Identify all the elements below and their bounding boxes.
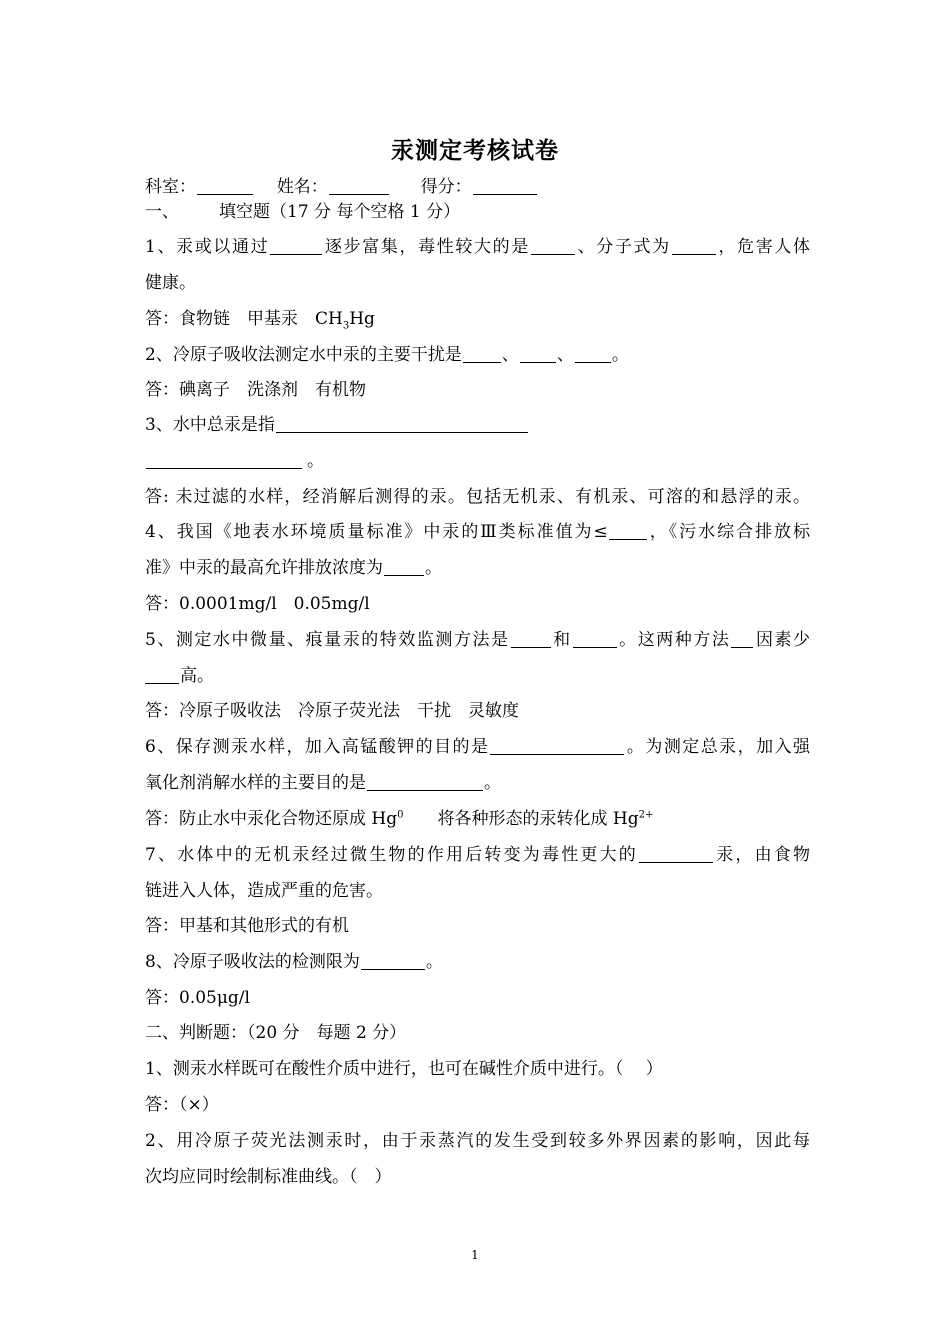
question-4-line-2: 准》中汞的最高允许排放浓度为 。 [145, 558, 442, 578]
answer-7: 答：甲基和其他形式的有机 [145, 916, 349, 936]
answer-5: 答：冷原子吸收法 冷原子荧光法 干扰 灵敏度 [145, 701, 519, 721]
score-blank[interactable] [473, 177, 537, 195]
question-1-line-1: 1、汞或以通过 逐步富集，毒性较大的是 、分子式为 ，危害人体 [145, 237, 811, 257]
blank[interactable] [384, 558, 424, 576]
blank[interactable] [367, 773, 483, 791]
judge-question-2-line-1: 2、用冷原子荧光法测汞时，由于汞蒸汽的发生受到较多外界因素的影响，因此每 [145, 1131, 810, 1151]
blank[interactable] [672, 237, 716, 255]
question-6-line-1: 6、保存测汞水样，加入高锰酸钾的目的是 。为测定总汞，加入强 [145, 737, 810, 757]
blank[interactable] [511, 630, 551, 648]
blank[interactable] [490, 737, 624, 755]
section1-number: 一、 [145, 202, 179, 222]
question-3-line-1: 3、水中总汞是指 [145, 414, 810, 436]
blank[interactable] [276, 415, 528, 433]
page-number: 1 [471, 1248, 479, 1262]
answer-4: 答：0.0001mg/l 0.05mg/l [145, 594, 370, 614]
question-4-line-1: 4、我国《地表水环境质量标准》中汞的Ⅲ类标准值为≤ ，《污水综合排放标 [145, 522, 811, 542]
answer-6: 答：防止水中汞化合物还原成 Hg$^0$ 将各种形态的汞转化成 $Hg^{2+}$ [145, 809, 654, 829]
section2-heading: 二、判断题：（20 分 每题 2 分） [145, 1023, 407, 1043]
blank[interactable] [270, 237, 322, 255]
question-5-line-1: 5、测定水中微量、痕量汞的特效监测方法是 和 。这两种方法 因素少 [145, 630, 811, 650]
score-label: 得分： [420, 177, 472, 197]
name-blank[interactable] [329, 177, 389, 195]
answer-8: 答：0.05μg/l [145, 988, 250, 1008]
blank[interactable] [575, 345, 611, 363]
blank[interactable] [520, 345, 556, 363]
question-7-line-2: 链进入人体，造成严重的危害。 [145, 881, 383, 901]
question-3-line-2: 。 [145, 450, 810, 472]
blank[interactable] [609, 522, 647, 540]
page-title: 汞测定考核试卷 [391, 137, 559, 164]
question-6-line-2: 氧化剂消解水样的主要目的是 。 [145, 773, 501, 793]
question-7-line-1: 7、水体中的无机汞经过微生物的作用后转变为毒性更大的 汞，由食物 [145, 845, 810, 865]
section1-heading [145, 201, 810, 223]
answer-1: 答：食物链 甲基汞 $CH_3Hg$ [145, 309, 375, 332]
blank[interactable] [361, 952, 425, 970]
blank[interactable] [145, 666, 179, 684]
name-label: 姓名： [276, 177, 328, 197]
question-2: 2、冷原子吸收法测定水中汞的主要干扰是 、 、 。 [145, 345, 629, 365]
question-5-line-2: 高。 [145, 665, 810, 687]
judge-question-1: 1、测汞水样既可在酸性介质中进行，也可在碱性介质中进行。（ ） [145, 1059, 663, 1079]
section1-title: 填空题（17 分 每个空格 1 分） [219, 202, 461, 222]
blank[interactable] [463, 345, 501, 363]
blank[interactable] [573, 630, 617, 648]
judge-question-2-line-2: 次均应同时绘制标准曲线。（ ） [145, 1167, 392, 1187]
blank[interactable] [731, 630, 753, 648]
dept-label: 科室： [145, 177, 196, 197]
question-1-line-2: 健康。 [145, 273, 196, 293]
blank[interactable] [531, 237, 575, 255]
answer-2: 答：碘离子 洗涤剂 有机物 [145, 380, 366, 400]
dept-blank[interactable] [197, 177, 253, 195]
judge-answer-1: 答：（×） [145, 1095, 219, 1115]
blank[interactable] [146, 451, 302, 469]
blank[interactable] [639, 845, 713, 863]
question-8: 8、冷原子吸收法的检测限为 。 [145, 952, 443, 972]
header-fields [145, 176, 810, 198]
answer-3: 答: 未过滤的水样，经消解后测得的汞。包括无机汞、有机汞、可溶的和悬浮的汞。 [145, 487, 810, 507]
